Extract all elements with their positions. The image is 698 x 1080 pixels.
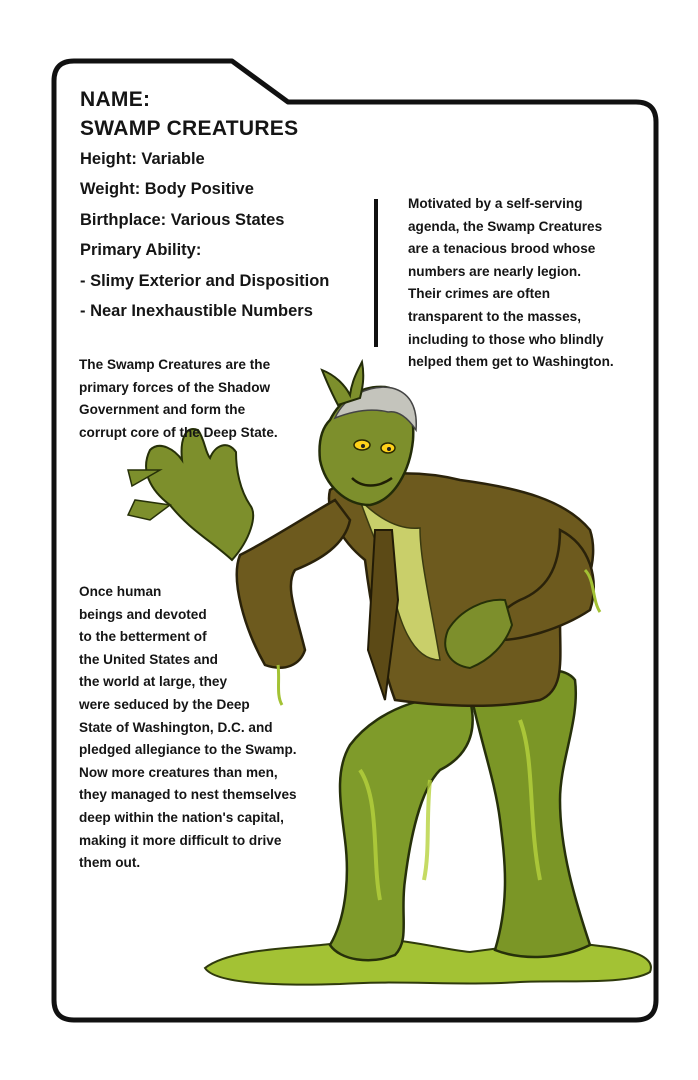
- origin-paragraph: Once human beings and devoted to the betterment of the United States and the world at large, they were seduced by the Deep State of Washington, D.C. and pledged allegiance to the Swamp. Now more creatures than men, they managed to nest themselves deep within the nation's capital, making it more difficult to drive them out.: [79, 584, 297, 871]
- left-leg: [330, 697, 473, 960]
- right-leg: [470, 670, 590, 957]
- ability-item: - Near Inexhaustible Numbers: [80, 301, 313, 320]
- stat-height: Height: Variable: [80, 150, 205, 168]
- webbed-hand: [146, 429, 253, 560]
- intro-paragraph: The Swamp Creatures are the primary forces of the Shadow Government and form the corrupt core of the Deep State.: [79, 357, 278, 440]
- stat-primary-ability: Primary Ability:: [80, 241, 202, 260]
- character-name: SWAMP CREATURES: [80, 117, 299, 140]
- name-label: NAME:: [80, 88, 151, 111]
- motivation-paragraph: Motivated by a self-serving agenda, the Swamp Creatures are a tenacious brood whose numbers are nearly legion. Their crimes are often transparent to the masses, including to those who blindly helped them get to Washington.: [408, 196, 614, 370]
- stats-list: [80, 148, 329, 330]
- vertical-divider: [374, 199, 378, 347]
- ability-item: - Slimy Exterior and Disposition: [80, 271, 330, 290]
- stat-weight: Weight: Body Positive: [80, 180, 254, 199]
- stat-birthplace: Birthplace: Various States: [80, 210, 285, 229]
